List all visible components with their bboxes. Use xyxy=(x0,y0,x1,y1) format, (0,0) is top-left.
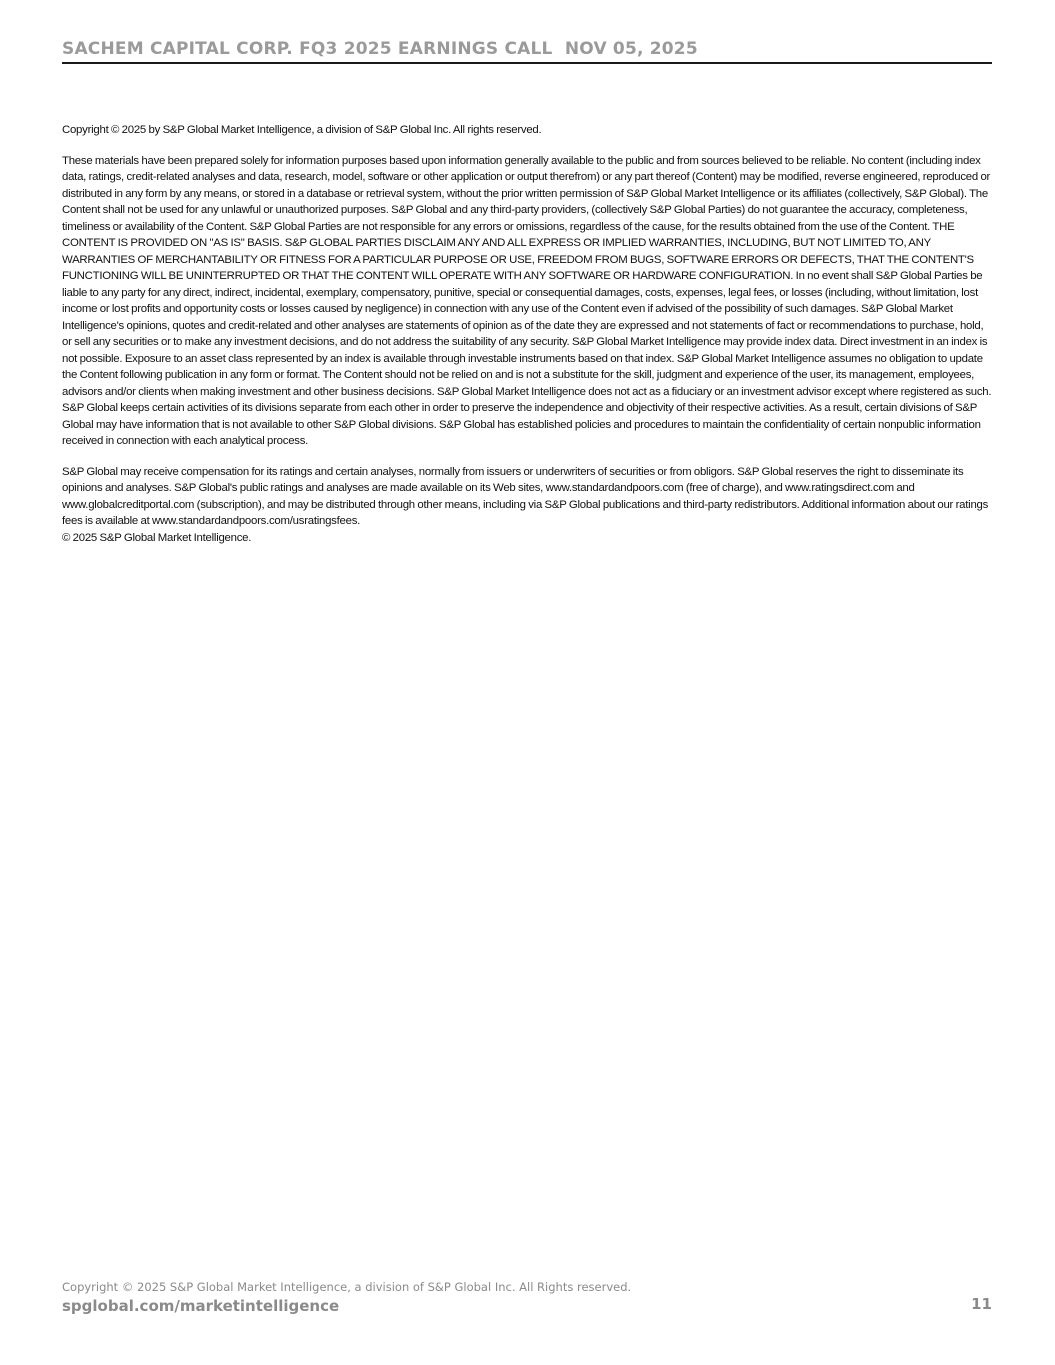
copyright-notice: Copyright © 2025 by S&P Global Market Intelligence, a division of S&P Global Inc. All rights reserved. xyxy=(62,124,542,136)
copyright-trailer: © 2025 S&P Global Market Intelligence. xyxy=(62,531,252,544)
compensation-paragraph xyxy=(62,464,994,547)
page-header xyxy=(62,38,992,64)
page-number: 11 xyxy=(971,1295,992,1313)
document-title: SACHEM CAPITAL CORP. FQ3 2025 EARNINGS CALL NOV 05, 2025 xyxy=(62,39,698,59)
disclaimer-paragraph: These materials have been prepared solely for information purposes based upon information generally available to the public and from sources believed to be reliable. No content (including index data, ratings, credit-related analyses and data, research, model, software or other application or output therefrom) or any part thereof (Content) may be modified, reverse engineered, reproduced or distributed in any form by any means, or stored in a database or retrieval system, without the prior written permission of S&P Global Market Intelligence or its affiliates (collectively, S&P Global). The Content shall not be used for any unlawful or unauthorized purposes. S&P Global and any third-party providers, (collectively S&P Global Parties) do not guarantee the accuracy, completeness, timeliness or availability of the Content. S&P Global Parties are not responsible for any errors or omissions, regardless of the cause, for the results obtained from the use of the Content. THE CONTENT IS PROVIDED ON "AS IS" BASIS. S&P GLOBAL PARTIES DISCLAIM ANY AND ALL EXPRESS OR IMPLIED WARRANTIES, INCLUDING, BUT NOT LIMITED TO, ANY WARRANTIES OF MERCHANTABILITY OR FITNESS FOR A PARTICULAR PURPOSE OR USE, FREEDOM FROM BUGS, SOFTWARE ERRORS OR DEFECTS, THAT THE CONTENT'S FUNCTIONING WILL BE UNINTERRUPTED OR THAT THE CONTENT WILL OPERATE WITH ANY SOFTWARE OR HARDWARE CONFIGURATION. In no event shall S&P Global Parties be liable to any party for any direct, indirect, incidental, exemplary, compensatory, punitive, special or consequential damages, costs, expenses, legal fees, or losses (including, without limitation, lost income or lost profits and opportunity costs or losses caused by negligence) in connection with any use of the Content even if advised of the possibility of such damages. S&P Global Market Intelligence's opinions, quotes and credit-related and other analyses are statements of opinion as of the date they are expressed and not statements of fact or recommendations to purchase, hold, or sell any securities or to make any investment decisions, and do not address the suitability of any security. S&P Global Market Intelligence may provide index data. Direct investment in an index is not possible. Exposure to an asset class represented by an index is available through investable instruments based on that index. S&P Global Market Intelligence assumes no obligation to update the Content following publication in any form or format. The Content should not be relied on and is not a substitute for the skill, judgment and experience of the user, its management, employees, advisors and/or clients when making investment and other business decisions. S&P Global Market Intelligence does not act as a fiduciary or an investment advisor except where registered as such. S&P Global keeps certain activities of its divisions separate from each other in order to preserve the independence and objectivity of their respective activities. As a result, certain divisions of S&P Global may have information that is not available to other S&P Global divisions. S&P Global has established policies and procedures to maintain the confidentiality of certain nonpublic information received in connection with each analytical process. xyxy=(62,154,992,447)
compensation-text: S&P Global may receive compensation for its ratings and certain analyses, normally from issuers or underwriters of securities or from obligors. S&P Global reserves the right to disseminate its opinions and analyses. S&P Global's public ratings and analyses are made available on its Web sites, www.standardandpoors.com (free of charge), and www.ratingsdirect.com and www.globalcreditportal.com (subscription), and may be distributed through other means, including via S&P Global publications and third-party redistributors. Additional information about our ratings fees is available at www.standardandpoors.com/usratingsfees. xyxy=(62,465,989,527)
footer-copyright: Copyright © 2025 S&P Global Market Intelligence, a division of S&P Global Inc. All Rights reserved. xyxy=(62,1280,632,1294)
disclaimer-body xyxy=(62,122,994,560)
footer-website-link[interactable]: spglobal.com/marketintelligence xyxy=(62,1297,340,1315)
